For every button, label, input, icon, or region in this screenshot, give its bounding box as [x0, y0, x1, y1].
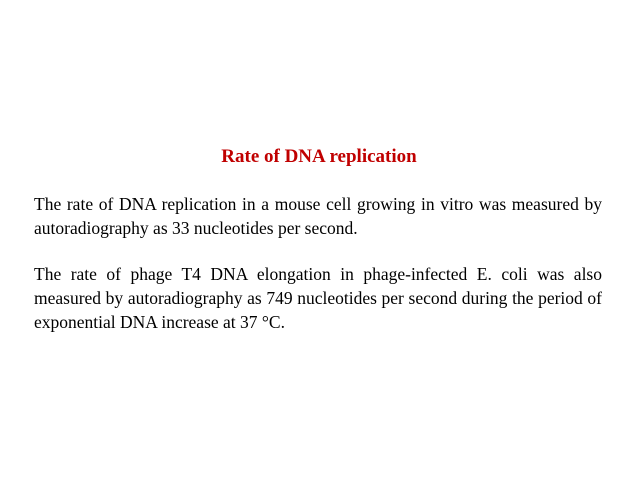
paragraph-phage-t4-rate: The rate of phage T4 DNA elongation in phage-infected E. coli was also measured by autoradiography as 749 nucleotides per second during the period of exponential DNA increase at 37 °C. [34, 264, 602, 332]
slide-title: Rate of DNA replication [221, 146, 417, 167]
paragraph-mouse-cell-rate: The rate of DNA replication in a mouse cell growing in vitro was measured by autoradiography as 33 nucleotides per second. [34, 194, 602, 238]
